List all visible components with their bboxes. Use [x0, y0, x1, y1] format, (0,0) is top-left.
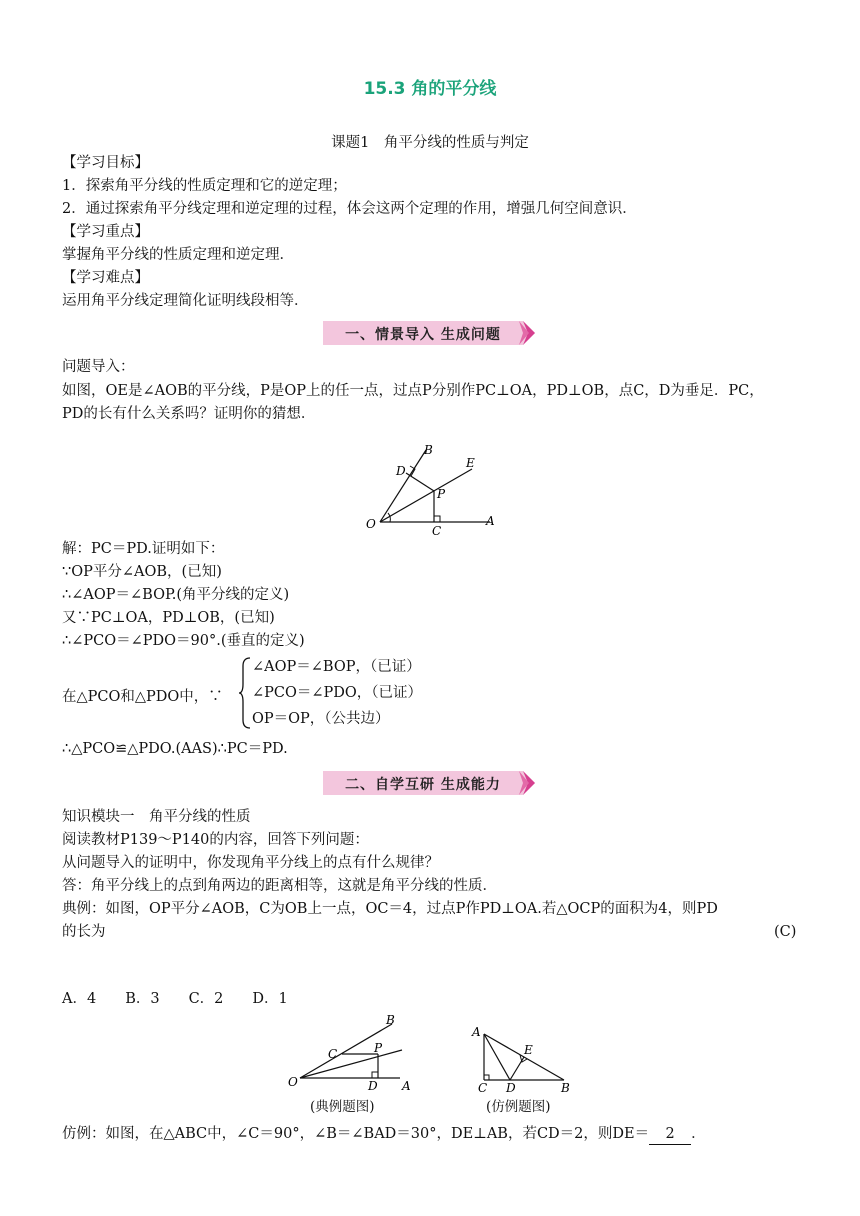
solution-line-7: ∴△PCO≌△PDO.(AAS)∴PC＝PD. [62, 741, 288, 757]
label-c: C [478, 1081, 488, 1094]
reading-instruction: 阅读教材P139～P140的内容，回答下列问题： [62, 832, 369, 848]
solution-line-3: ∴∠AOP＝∠BOP.(角平分线的定义) [62, 587, 290, 603]
right-angle-mark-c [434, 516, 440, 522]
label-o: O [288, 1075, 298, 1089]
segment-pd [406, 473, 434, 491]
imitation-answer-blank: 2 [649, 1124, 691, 1145]
objective-2: 2．通过探索角平分线定理和逆定理的过程，体会这两个定理的作用，增强几何空间意识． [62, 201, 637, 217]
solution-line-2: ∵OP平分∠AOB，(已知) [62, 564, 222, 580]
right-angle-mark-d [372, 1072, 378, 1078]
label-b: B [561, 1081, 570, 1094]
question-text: 从问题导入的证明中，你发现角平分线上的点有什么规律？ [62, 855, 439, 871]
label-a: A [472, 1025, 481, 1039]
lesson-subtitle: 课题1 角平分线的性质与判定 [331, 135, 529, 151]
objectives-heading: 【学习目标】 [62, 155, 149, 171]
label-c: C [328, 1047, 338, 1061]
label-e: E [524, 1043, 533, 1057]
solution-line-4: 又∵PC⊥OA，PD⊥OB，(已知) [62, 610, 275, 626]
imitation-problem-text: 仿例：如图，在△ABC中，∠C＝90°，∠B＝∠BAD＝30°，DE⊥AB，若CD＝2，则DE＝ [62, 1126, 650, 1142]
difficulty-heading: 【学习难点】 [62, 270, 149, 286]
intro-line-2: PD的长有什么关系吗？证明你的猜想． [62, 406, 316, 422]
label-e: E [466, 456, 475, 470]
imitation-problem [62, 1124, 706, 1145]
brace-condition-1: ∠AOP＝∠BOP，（已证） [252, 659, 421, 675]
focus-heading: 【学习重点】 [62, 224, 149, 240]
intro-line-1: 如图，OE是∠AOB的平分线，P是OP上的任一点，过点P分别作PC⊥OA，PD⊥OB，点C，D为垂足．PC， [62, 383, 764, 399]
label-o: O [366, 517, 376, 531]
objective-1: 1．探索角平分线的性质定理和它的逆定理； [62, 178, 347, 194]
label-d: D [368, 1079, 378, 1093]
ray-oe [380, 469, 472, 522]
label-p: P [437, 487, 446, 501]
section-banner-2-label: 二、自学互研 生成能力 [345, 777, 501, 793]
imitation-problem-end: ． [691, 1126, 706, 1142]
solution-line-1: 解：PC＝PD.证明如下： [62, 541, 225, 557]
label-b: B [386, 1013, 395, 1027]
example-figure-caption: (典例题图) [310, 1099, 375, 1115]
focus-text: 掌握角平分线的性质定理和逆定理． [62, 247, 294, 263]
answer-choices: A．4 B．3 C．2 D．1 [62, 991, 288, 1007]
label-c: C [432, 524, 442, 538]
section-banner-2 [323, 771, 538, 795]
label-b: B [424, 443, 433, 457]
solution-line-5: ∴∠PCO＝∠PDO＝90°.(垂直的定义) [62, 633, 305, 649]
intro-heading: 问题导入： [62, 359, 135, 375]
imitation-figure [468, 1020, 578, 1094]
module-heading: 知识模块一 角平分线的性质 [62, 809, 251, 825]
example-line-2: 的长为 [62, 924, 106, 940]
imitation-figure-caption: (仿例题图) [486, 1099, 551, 1115]
brace-condition-3: OP＝OP，（公共边） [252, 711, 390, 727]
label-a: A [402, 1079, 411, 1093]
angle-bisector-figure [360, 440, 510, 540]
left-brace-icon [238, 656, 252, 730]
section-banner-1-label: 一、情景导入 生成问题 [345, 327, 501, 343]
ray-ob [380, 450, 426, 522]
example-line-1: 典例：如图，OP平分∠AOB，C为OB上一点，OC＝4，过点P作PD⊥OA.若△OCP的面积为4，则PD [62, 901, 718, 917]
example-figure [282, 1010, 422, 1094]
label-d: D [506, 1081, 516, 1094]
answer-text: 答：角平分线上的点到角两边的距离相等，这就是角平分线的性质． [62, 878, 497, 894]
label-d: D [396, 464, 406, 478]
brace-condition-2: ∠PCO＝∠PDO，（已证） [252, 685, 423, 701]
label-a: A [486, 514, 495, 528]
section-banner-1 [323, 321, 538, 345]
difficulty-text: 运用角平分线定理简化证明线段相等． [62, 293, 309, 309]
right-angle-mark-c [484, 1075, 489, 1080]
page-title: 15.3 角的平分线 [363, 79, 497, 99]
example-answer: (C) [774, 924, 797, 940]
solution-line-6: 在△PCO和△PDO中，∵ [62, 689, 223, 705]
label-p: P [374, 1041, 383, 1055]
